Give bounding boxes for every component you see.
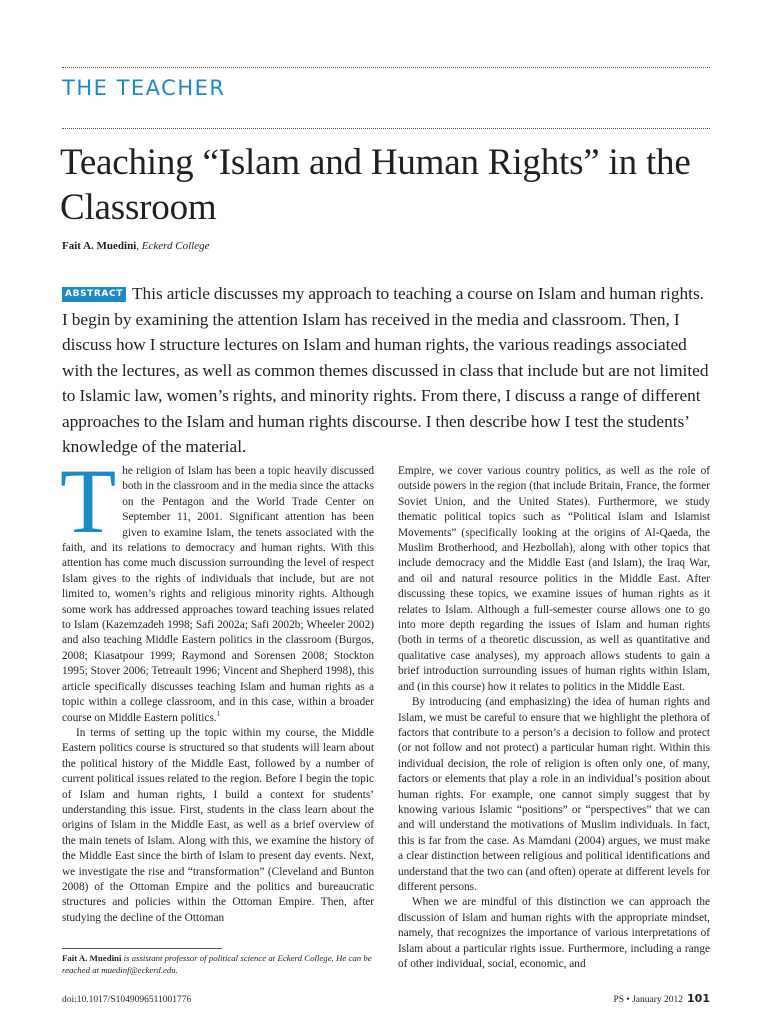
body-column-left <box>60 450 374 926</box>
footer-journal <box>613 992 710 1005</box>
body-column-right <box>398 464 710 972</box>
footnote-marker[interactable]: 1 <box>216 709 221 718</box>
author-affiliation: Eckerd College <box>141 240 210 252</box>
body-paragraph-1 <box>60 450 374 726</box>
footnote-bio: is assistant professor of political science at Eckerd College. He can be reached at muedinf@eckerd.edu. <box>62 953 372 975</box>
footnote-rule <box>62 948 222 949</box>
section-dotted-rule <box>62 128 710 129</box>
body-paragraph-2: In terms of setting up the topic within my course, the Middle Eastern politics course is structured so that students will learn about the political history of the Middle East, followed by a number of current political issues related to the region. Before I begin the topic of Islam and human rights, I build a context for students’ understanding this issue. First, students in the class learn about the origins of Islam in the Middle East, as well as a brief overview of the main tenets of Islam. Along with this, we examine the history of the Middle East since the birth of Islam to present day events. Next, we investigate the rise and “transformation” (Cleveland and Bunton 2008) of the Ottoman Empire and the politics and bureaucratic structures and policies within the Ottoman Empire. Then, after studying the decline of the Ottoman <box>62 726 374 924</box>
drop-cap: T <box>60 450 117 552</box>
author-footnote <box>62 952 374 976</box>
body-paragraph-5: When we are mindful of this distinction we can approach the discussion of Islam and human rights with the appropriate mindset, namely, that recognizes the importance of various interpretations of Islam about a particular rights issue. Furthermore, including a range of other individual, social, economic, and <box>398 896 710 970</box>
author-name: Fait A. Muedini <box>62 240 137 252</box>
page-number: 101 <box>687 992 710 1005</box>
abstract-text: This article discusses my approach to teaching a course on Islam and human rights. I begin by examining the attention Islam has received in the media and classroom. Then, I discuss how I structure lectures on Islam and human rights, the various readings associated with the lectures, as well as common themes discussed in class that include but are not limited to Islamic law, women’s rights, and minority rights. From there, I discuss a range of different approaches to the Islam and human rights discourse. I then describe how I test the students’ knowledge of the material. <box>62 284 709 456</box>
abstract <box>62 281 712 460</box>
body-paragraph-1-text: he religion of Islam has been a topic heavily discussed both in the classroom and in the media since the attacks on the Pentagon and the World Trade Center on September 11, 2001. Significant attention has been given to examine Islam, the tenets associated with the faith, and its relations to democracy and human rights. With this attention has come much discussion surrounding the level of respect Islam gives to the rights of individuals that include, but are not limited to, women’s rights and religious minority rights. Although some work has addressed approaches toward teaching issues related to Islam (Kazemzadeh 1998; Safi 2002a; Safi 2002b; Wheeler 2002) and also teaching Middle Eastern politics in the classroom (Burgos, 2008; Kiasatpour 1999; Raymond and Sorensen 2008; Stockton 1995; Stover 2006; Tetreault 1996; Vincent and Shepherd 1998), this article specifically discusses teaching Islam and human rights as a topic within a college classroom, and in this case, within a broader course on Middle Eastern politics. <box>62 465 374 724</box>
section-label: THE TEACHER <box>62 76 226 100</box>
footnote-author: Fait A. Muedini <box>62 953 122 963</box>
article-title: Teaching “Islam and Human Rights” in the Classroom <box>60 142 691 228</box>
body-paragraph-4: By introducing (and emphasizing) the idea of human rights and Islam, we must be careful to ensure that we highlight the plethora of factors that contribute to a person’s a decision to follow and protect (or not follow and not protect) a particular human right. Within this individual decision, the role of religion is often only one, of many, factors or elements that play a role in an individual’s position about human rights. For example, one cannot simply suggest that by knowing various Islamic “positions” or “perspectives” that we can and will understand the motivations of Muslim individuals. In fact, this is far from the case. As Mamdani (2004) argues, we must make a clear distinction between religious and political identifications and understand that the two can (and often) operate at different levels for different persons. <box>398 696 710 893</box>
footer-journal-issue: PS • January 2012 <box>613 995 684 1005</box>
top-dotted-rule <box>62 67 710 68</box>
abstract-badge: ABSTRACT <box>62 287 126 302</box>
footer-doi[interactable]: doi:10.1017/S1049096511001776 <box>62 995 192 1005</box>
author-line: Fait A. Muedini, Eckerd College <box>62 240 210 252</box>
body-paragraph-3: Empire, we cover various country politics, as well as the role of outside powers in the region (that include Britain, France, the former Soviet Union, and the United States). Furthermore, we study thematic political topics such as “Political Islam and Islamist Movements” (specifically looking at the origins of Al-Qaeda, the Muslim Brotherhood, and Hezbollah), along with other topics that include democracy and the Middle East (and Islam), the Iraq War, and oil and natural resource politics in the Middle East. After discussing these topics, we examine issues of human rights as it relates to Islam. Although a full-semester course allows one to go into more depth regarding the issues of Islam and human rights (both in terms of a theoretic discussion, as well as quantitative and qualitative case analyses), my approach allows students to gain a brief introduction surrounding issues of human rights within Islam, and (in this course) how it relates to politics in the Middle East. <box>398 465 710 693</box>
